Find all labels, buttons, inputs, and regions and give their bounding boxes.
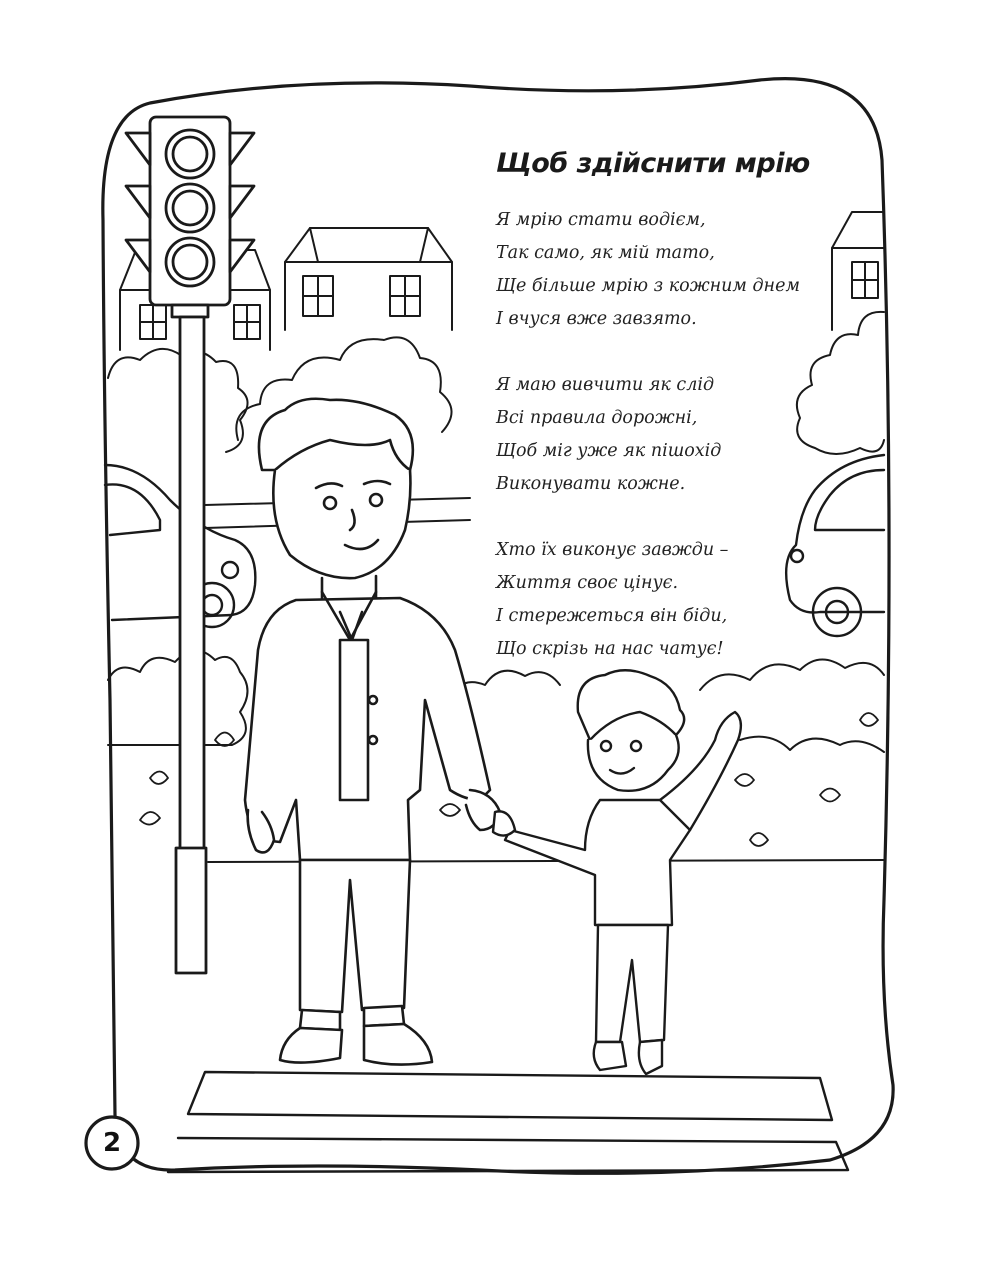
boy-figure [493, 670, 741, 1074]
poem-line: Виконувати кожне. [496, 474, 686, 494]
poem-line: Так само, як мій тато, [496, 243, 715, 263]
poem-line: Всі правила дорожні, [496, 408, 698, 428]
poem-stanza [496, 369, 836, 501]
poem-line: Я мрію стати водієм, [496, 210, 706, 230]
poem-line: Хто їх виконує завжди – [496, 540, 729, 560]
crosswalk-icon [168, 1072, 848, 1172]
poem-line: Щоб міг уже як пішохід [496, 441, 722, 461]
poem-body [496, 204, 836, 699]
bush-icon-left [108, 650, 248, 745]
house-icon-center [285, 228, 452, 330]
poem-line: Життя своє цінує. [496, 573, 679, 593]
poem-stanza [496, 204, 836, 336]
poem-line: Що скрізь на нас чатує! [496, 639, 724, 659]
traffic-light-icon [126, 117, 254, 973]
poem-stanza [496, 534, 836, 666]
poem-line: Ще більше мрію з кожним днем [496, 276, 800, 296]
tree-icon-left [108, 349, 248, 452]
poem-line: І вчуся вже завзято. [496, 309, 697, 329]
poem-line: І стережеться він біди, [496, 606, 728, 626]
poem-line: Я маю вивчити як слід [496, 375, 715, 395]
poem-title: Щоб здійснити мрію [496, 148, 810, 179]
page-number: 2 [102, 1128, 122, 1158]
